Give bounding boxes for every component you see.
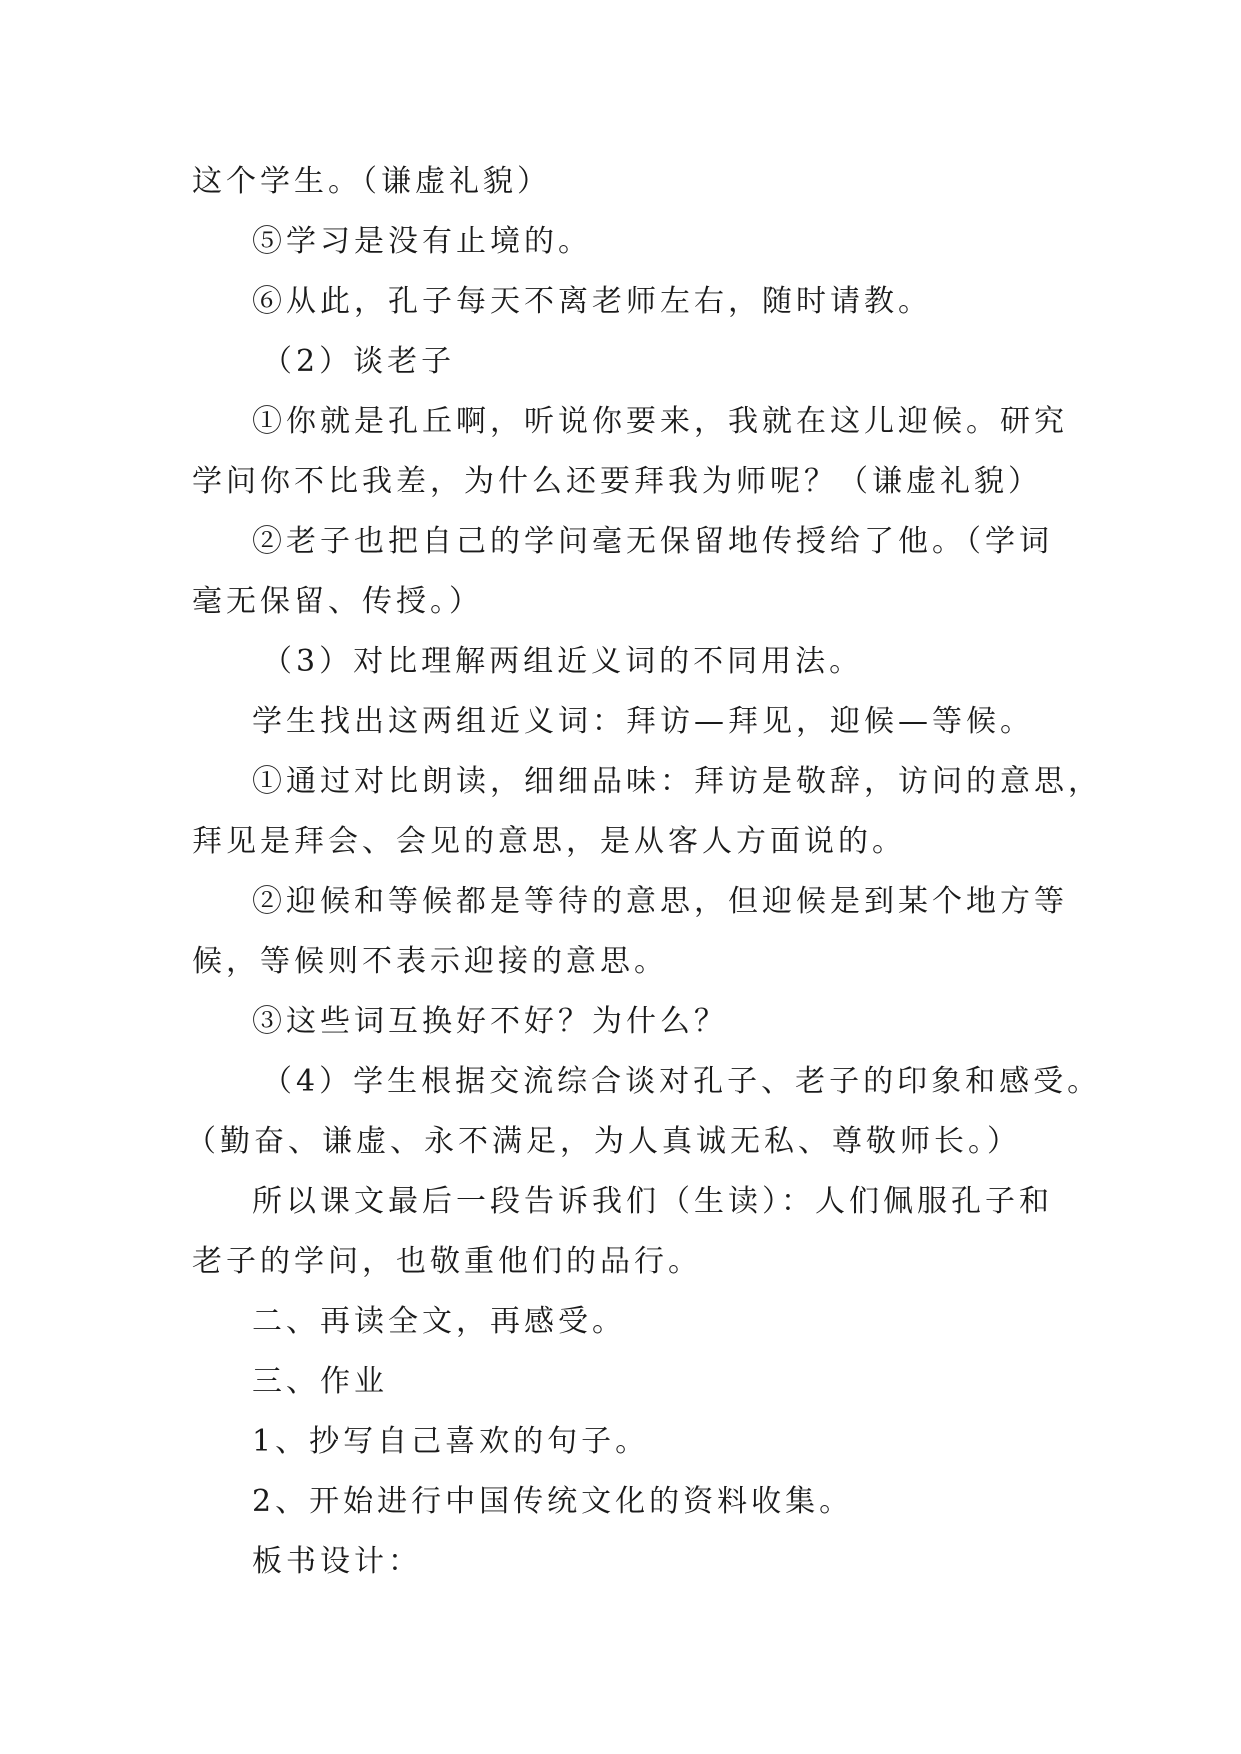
text-line: 这个学生。（谦虚礼貌） [192, 164, 551, 199]
section-heading: （4）学生根据交流综合谈对孔子、老子的印象和感受。 [262, 1064, 1102, 1099]
text-line: ③这些词互换好不好？为什么？ [252, 1004, 728, 1039]
text-line: 所以课文最后一段告诉我们（生读）：人们佩服孔子和 [252, 1184, 1053, 1219]
text-line: 学生找出这两组近义词：拜访—拜见，迎候—等候。 [252, 704, 1034, 739]
list-item: 1、抄写自己喜欢的句子。 [252, 1424, 650, 1459]
text-line: 板书设计： [252, 1544, 422, 1579]
text-line: ⑥从此，孔子每天不离老师左右，随时请教。 [252, 284, 932, 319]
text-line: ①通过对比朗读，细细品味：拜访是敬辞，访问的意思， [252, 764, 1102, 799]
list-item: 2、开始进行中国传统文化的资料收集。 [252, 1484, 854, 1519]
text-line: ①你就是孔丘啊，听说你要来，我就在这儿迎候。研究 [252, 404, 1068, 439]
section-heading: （2）谈老子 [262, 344, 456, 379]
text-line: 拜见是拜会、会见的意思，是从客人方面说的。 [192, 824, 906, 859]
text-line: ⑤学习是没有止境的。 [252, 224, 592, 259]
text-line: 候，等候则不表示迎接的意思。 [192, 944, 668, 979]
text-line: （勤奋、谦虚、永不满足，为人真诚无私、尊敬师长。） [186, 1124, 1021, 1159]
text-line: ②老子也把自己的学问毫无保留地传授给了他。（学词 [252, 524, 1053, 559]
text-line: 老子的学问，也敬重他们的品行。 [192, 1244, 702, 1279]
text-line: 学问你不比我差，为什么还要拜我为师呢？（谦虚礼貌） [192, 464, 1042, 499]
text-line: 毫无保留、传授。） [192, 584, 483, 619]
section-heading: 三、作业 [252, 1364, 388, 1399]
section-heading: 二、再读全文，再感受。 [252, 1304, 626, 1339]
text-line: ②迎候和等候都是等待的意思，但迎候是到某个地方等 [252, 884, 1068, 919]
section-heading: （3）对比理解两组近义词的不同用法。 [262, 644, 864, 679]
